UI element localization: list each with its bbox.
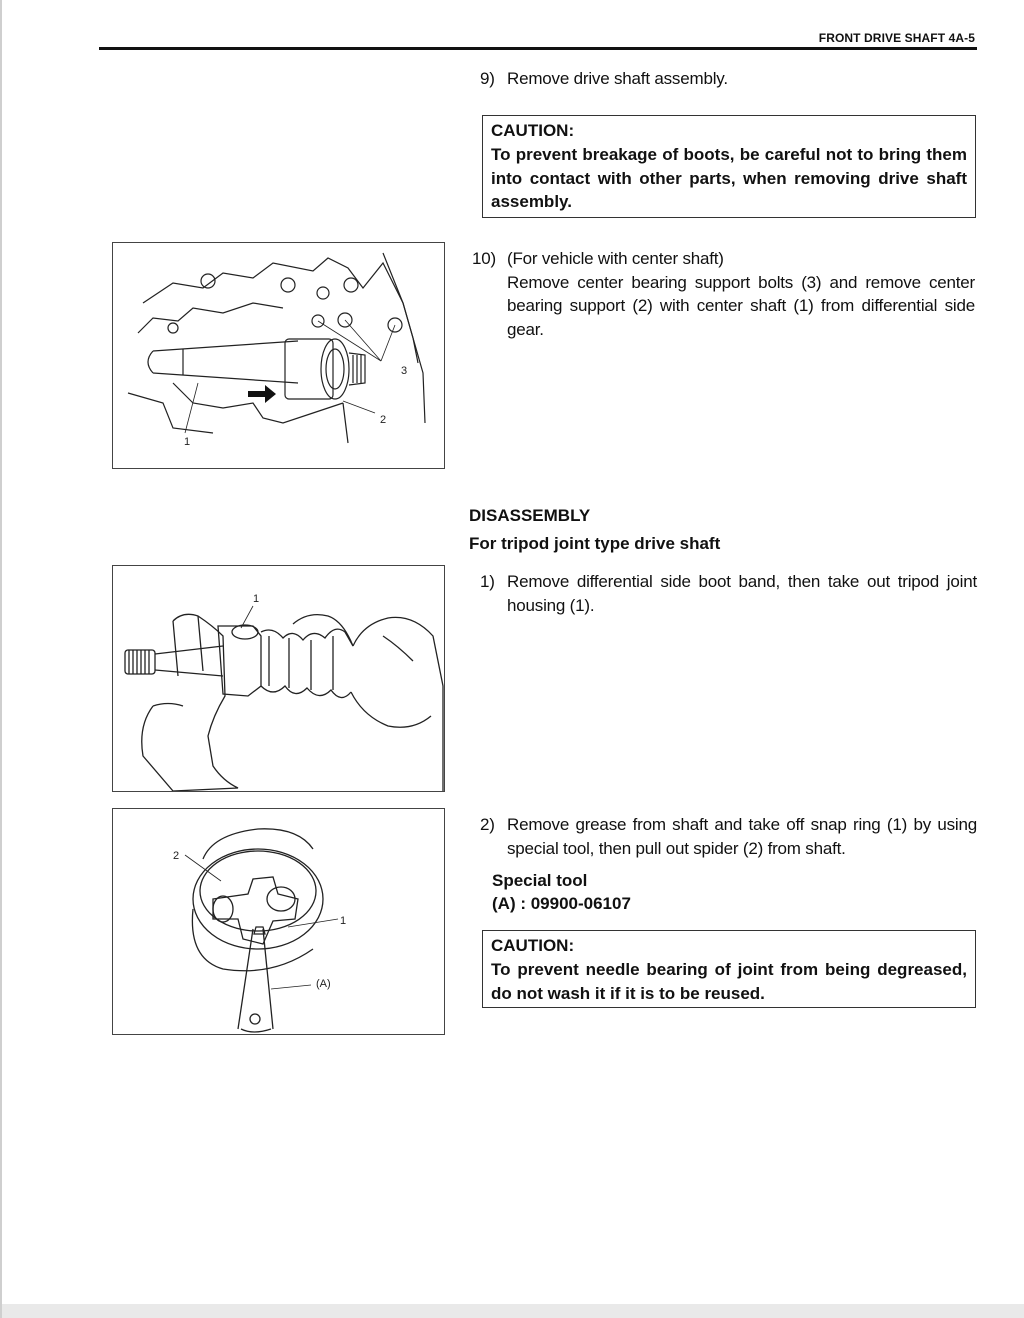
- running-head: FRONT DRIVE SHAFT 4A-5: [818, 31, 975, 45]
- step-number: 9): [480, 69, 495, 88]
- callout-2: 2: [173, 850, 180, 862]
- step-number: 2): [480, 815, 495, 834]
- step-text: Remove center bearing support bolts (3) and remove center bearing support (2) with center shaft (1) from differential side gear.: [507, 272, 975, 339]
- step-condition: (For vehicle with center shaft): [507, 249, 724, 268]
- callout-1: 1: [253, 593, 260, 605]
- step-number: 1): [480, 572, 495, 591]
- section-subheading: For tripod joint type drive shaft: [469, 534, 721, 553]
- step-text: Remove drive shaft assembly.: [507, 69, 728, 88]
- step-10: [472, 247, 977, 347]
- step-1: [480, 570, 978, 620]
- step-2: [480, 813, 978, 863]
- callout-1: 1: [340, 915, 347, 927]
- callout-a: (A): [316, 978, 331, 990]
- center-shaft-illustration: [113, 243, 445, 469]
- section-heading: DISASSEMBLY: [469, 506, 591, 525]
- special-tool-label: Special tool: [492, 871, 588, 890]
- step-number: 10): [472, 249, 496, 268]
- callout-2: 2: [380, 414, 387, 426]
- figure-tripod-housing-removal: [112, 565, 445, 792]
- caution-text: To prevent breakage of boots, be careful not to bring them into contact with other parts, when removing drive shaft assembly.: [491, 145, 967, 211]
- caution-text: To prevent needle bearing of joint from being degreased, do not wash it if it is to be reused.: [491, 960, 967, 1003]
- special-tool-value: (A) : 09900-06107: [492, 894, 631, 913]
- figure-snap-ring-removal: [112, 808, 445, 1035]
- step-text: Remove grease from shaft and take off snap ring (1) by using special tool, then pull out spider (2) from shaft.: [507, 815, 977, 858]
- header-rule: [99, 47, 977, 50]
- snap-ring-illustration: [113, 809, 445, 1035]
- callout-3: 3: [401, 365, 408, 377]
- tripod-housing-illustration: [113, 566, 445, 792]
- caution-box-2: [482, 930, 976, 1008]
- step-text: Remove differential side boot band, then take out tripod joint housing (1).: [507, 572, 977, 615]
- caution-title: CAUTION:: [491, 936, 575, 955]
- caution-title: CAUTION:: [491, 121, 575, 140]
- caution-box-1: [482, 115, 976, 218]
- step-9: [480, 67, 980, 91]
- callout-1: 1: [184, 436, 191, 448]
- figure-center-shaft-removal: [112, 242, 445, 469]
- manual-page: [2, 0, 1024, 1304]
